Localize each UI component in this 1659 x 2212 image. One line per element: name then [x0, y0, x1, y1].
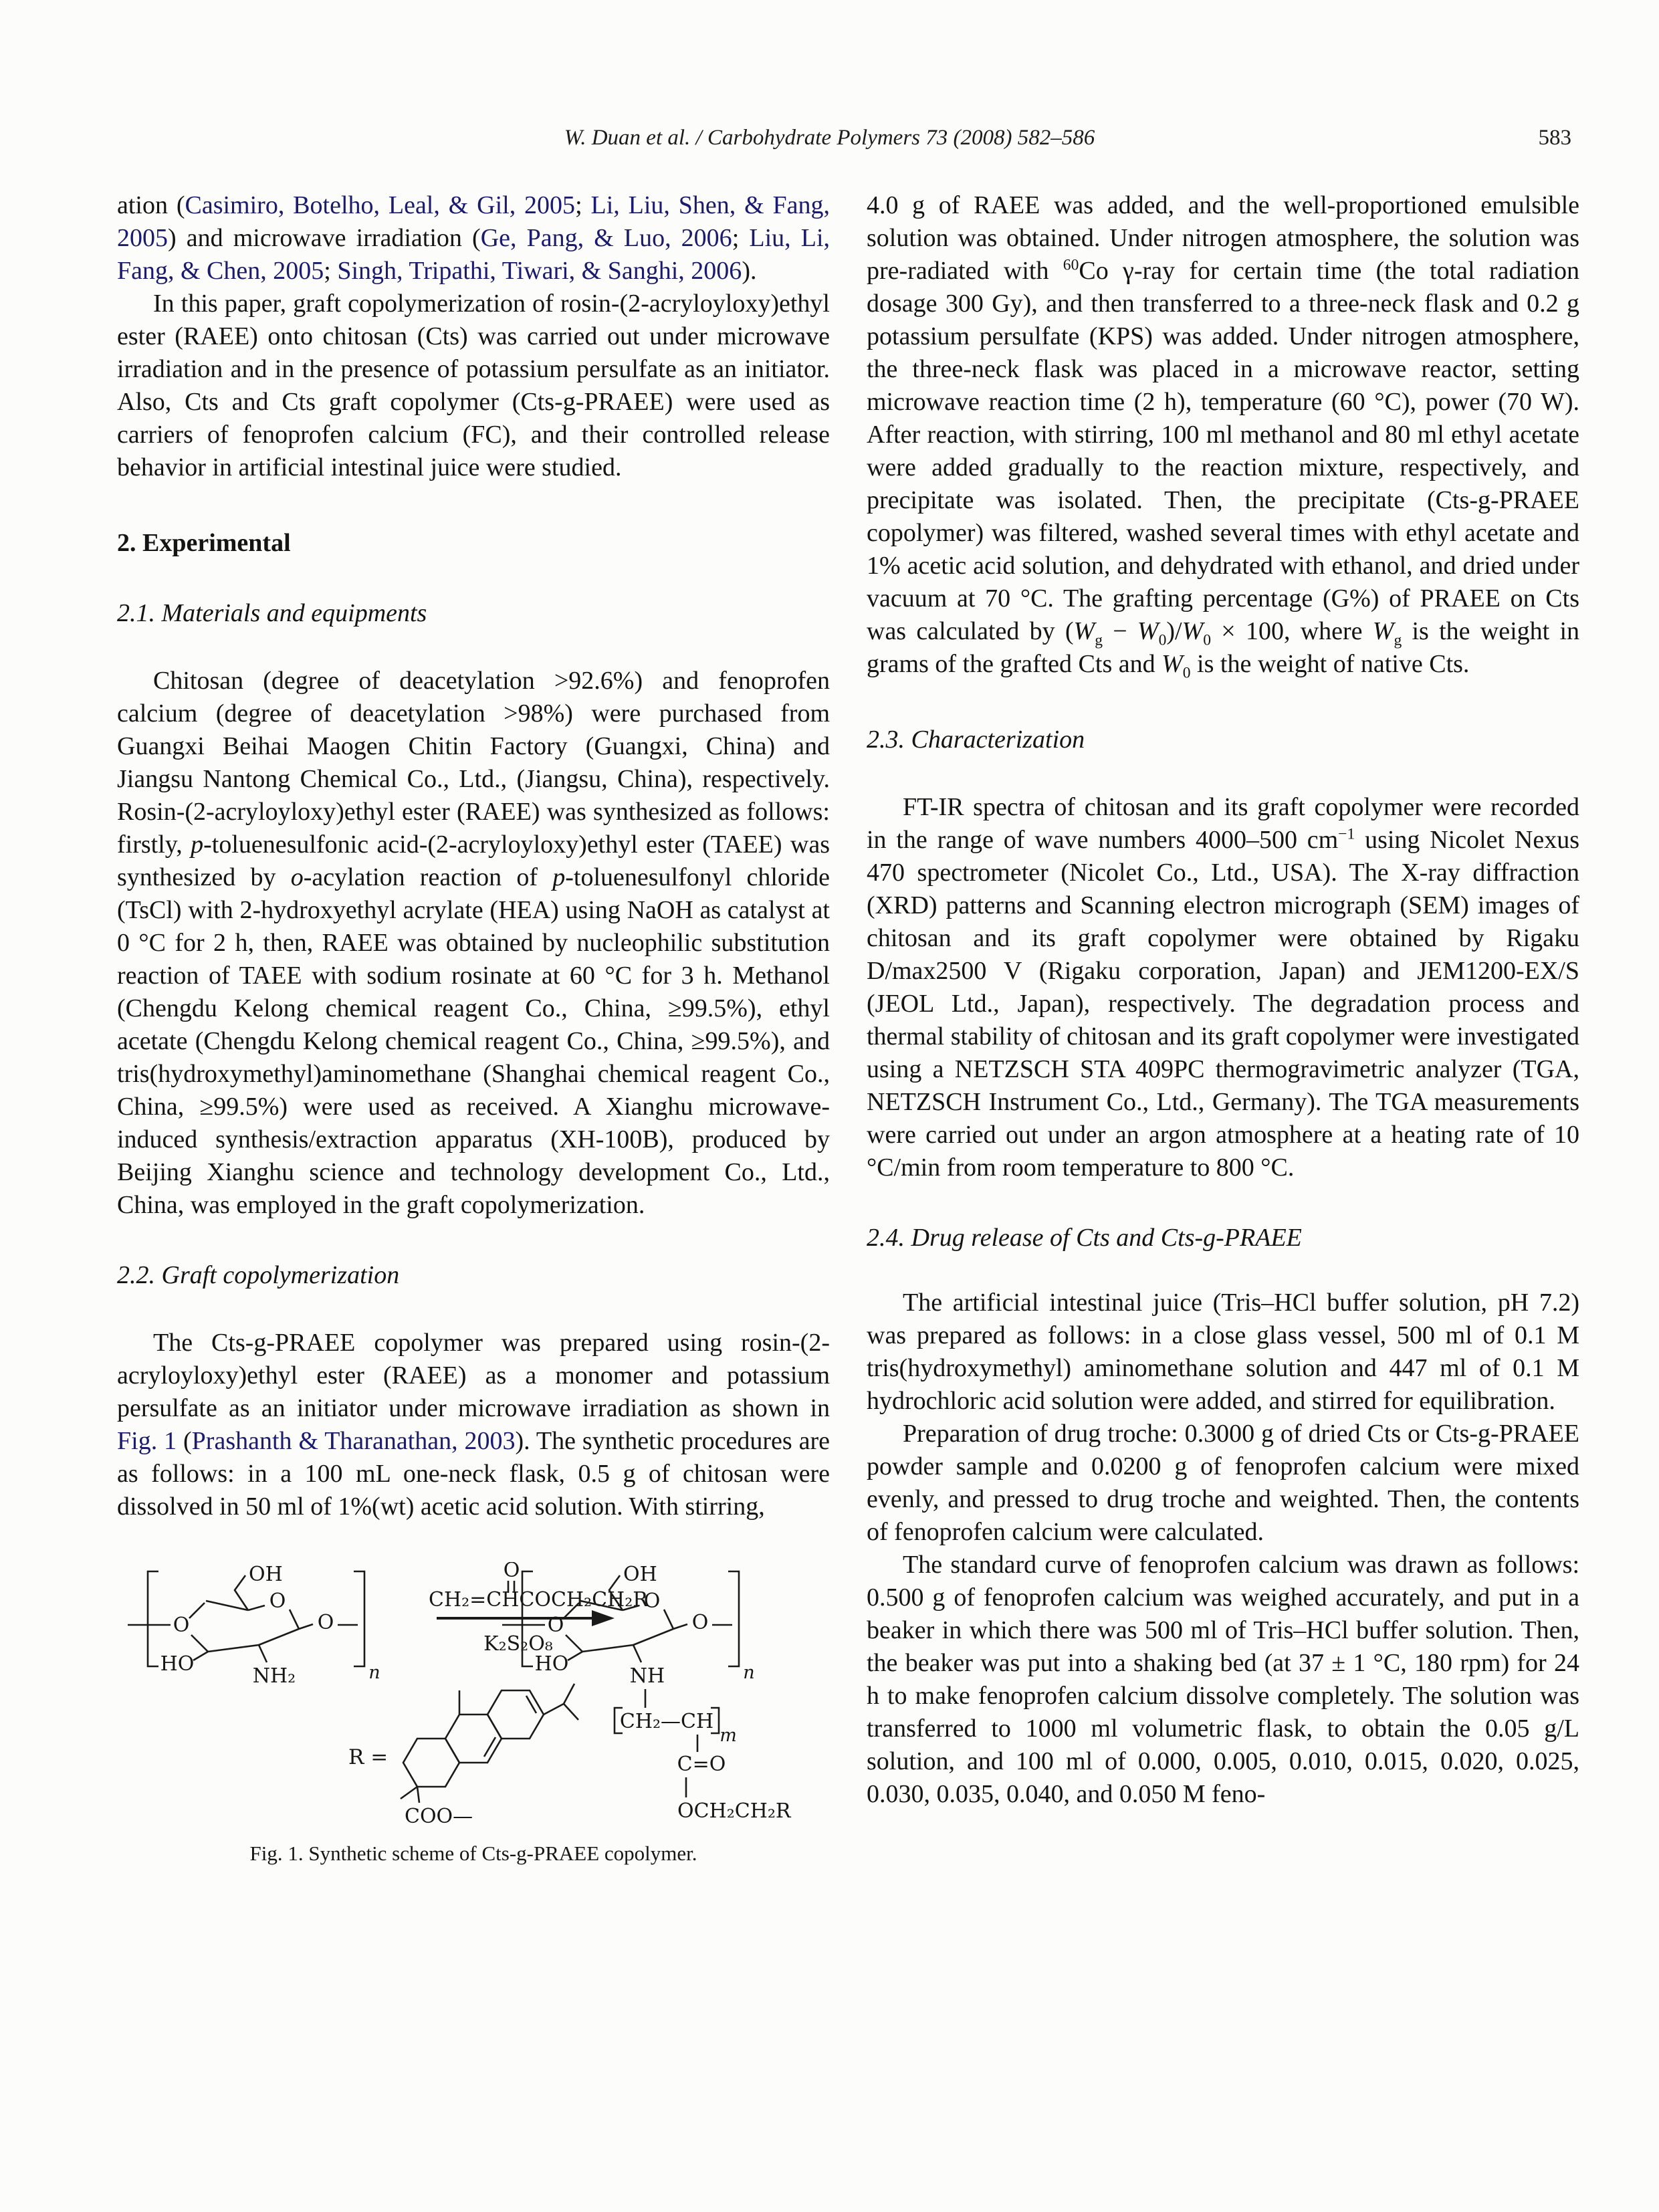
fig-label-ring-oxygen: O [269, 1589, 286, 1613]
text-segment: ). The synthetic procedures are as follows: in a 100 mL one-neck flask, 0.5 g of chitosan were dissolved in 50 ml of 1%(wt) acetic acid solution. With stirring, [117, 1427, 830, 1521]
fig-label-initiator-kps: K₂S₂O₈ [483, 1632, 553, 1656]
paragraph-intro [117, 288, 830, 484]
text-segment: -toluenesulfonic acid-(2-acryloyloxy)ethyl ester (TAEE) was synthesized by [117, 831, 830, 891]
text-segment: 60 [1063, 256, 1079, 274]
text-segment: p [191, 831, 204, 859]
text-segment: FT-IR spectra of chitosan and its graft copolymer were recorded in the range of wave numbers 4000–500 cm [867, 793, 1579, 854]
fig-label-monomer-formula: CH₂=CHCOCH₂CH₂R [429, 1588, 648, 1612]
fig-label-repeat-m: m [720, 1725, 737, 1746]
fig-label-nh2: NH₂ [252, 1664, 296, 1688]
citation-link[interactable]: Li, Liu, Shen, & Fang, 2005 [117, 191, 831, 252]
rosin-r-group-structure [401, 1684, 578, 1803]
running-head: W. Duan et al. / Carbohydrate Polymers 73 (2008) 582–586 [564, 126, 1095, 150]
text-segment: W [1162, 650, 1183, 678]
text-segment: The artificial intestinal juice (Tris–HCl buffer solution, pH 7.2) was prepared as follows: in a close glass vessel, 500 ml of 0.1 M tris(hydroxymethyl) aminomethane solution and 447 ml of 0.1 M hydrochloric acid solution were added, and stirred for equilibration. [867, 1289, 1579, 1415]
fig-label-coo: COO— [405, 1805, 473, 1828]
synthetic-scheme-image [117, 1562, 830, 1830]
text-segment: 0 [1158, 631, 1167, 649]
section-heading-experimental: 2. Experimental [117, 529, 291, 557]
fig-label-carbonyl-oxygen: O [503, 1562, 520, 1582]
text-segment: Co γ-ray for certain time (the total radiation dosage 300 Gy), and then transferred to a three-neck flask and 0.2 g potassium persulfate (KPS) was added. Under nitrogen atmosphere, the three-neck flask was placed in a microwave reactor, setting microwave reaction time (2 h), temperature (60 °C), power (70 W). After reaction, with stirring, 100 ml methanol and 80 ml ethyl acetate were added gradually to the reaction mixture, respectively, and precipitate was isolated. Then, the precipitate (Cts-g-PRAEE copolymer) was filtered, washed several times with ethyl acetate and 1% acetic acid solution, and dehydrated with ethanol, and dried under vacuum at 70 °C. The grafting percentage (G%) of PRAEE on Cts was calculated by ( [867, 257, 1579, 645]
paragraph-troche-preparation [867, 1418, 1579, 1549]
citation-link[interactable]: Singh, Tripathi, Tiwari, & Sanghi, 2006 [337, 257, 742, 285]
fig-label-ho: HO [160, 1652, 195, 1676]
text-segment: W [1372, 617, 1394, 645]
subsection-heading-graft-copolymerization: 2.2. Graft copolymerization [117, 1261, 400, 1289]
paragraph-materials [117, 665, 830, 1222]
fig-label-ester-group: OCH₂CH₂R [677, 1799, 791, 1823]
citation-link[interactable]: Casimiro, Botelho, Leal, & Gil, 2005 [185, 191, 576, 219]
text-segment: p [552, 863, 566, 891]
text-segment: 4.0 g of RAEE was added, and the well-proportioned emulsible solution was obtained. Under nitrogen atmosphere, the solution was pre-radiated with [867, 191, 1579, 285]
fig-label-r-equals: R = [348, 1745, 389, 1769]
fig-label-ring-oxygen: O [547, 1614, 564, 1637]
text-segment: − [1102, 617, 1137, 645]
subsection-heading-characterization: 2.3. Characterization [867, 726, 1085, 754]
citation-link[interactable]: Liu, Li, Fang, & Chen, 2005 [117, 224, 831, 285]
fig-label-carbonyl: C=O [677, 1753, 726, 1776]
fig-label-nh: NH [629, 1664, 665, 1688]
subsection-heading-drug-release: 2.4. Drug release of Cts and Cts-g-PRAEE [867, 1224, 1302, 1252]
text-segment: is the weight of native Cts. [1190, 650, 1470, 678]
text-segment: 0 [1203, 631, 1212, 649]
subsection-heading-materials: 2.1. Materials and equipments [117, 599, 427, 627]
text-segment: ; [575, 191, 591, 219]
fig-label-repeat-n: n [743, 1662, 755, 1683]
fig-label-graft-chain-unit: CH₂—CH [619, 1710, 714, 1733]
text-segment: ; [324, 257, 338, 285]
citation-link[interactable]: Fig. 1 [117, 1427, 177, 1455]
text-segment: Chitosan (degree of deacetylation >92.6%) and fenoprofen calcium (degree of deacetylation >98%) were purchased from Guangxi Beihai Maogen Chitin Factory (Guangxi, China) and Jiangsu Nantong Chemical Co., Ltd., (Jiangsu, China), respectively. Rosin-(2-acryloyloxy)ethyl ester (RAEE) was synthesized as follows: firstly, [117, 667, 830, 859]
figure-1 [117, 1562, 830, 1867]
figure-caption: Fig. 1. Synthetic scheme of Cts-g-PRAEE copolymer. [249, 1842, 697, 1865]
text-segment: ( [177, 1427, 192, 1455]
text-segment: o [290, 863, 304, 891]
text-segment: W [1073, 617, 1095, 645]
citation-link[interactable]: Prashanth & Tharanathan, 2003 [191, 1427, 516, 1455]
text-segment: W [1182, 617, 1204, 645]
text-segment: × 100, where [1211, 617, 1373, 645]
paragraph-standard-curve [867, 1549, 1579, 1811]
text-segment: )/ [1166, 617, 1182, 645]
text-segment: In this paper, graft copolymerization of rosin-(2-acryloyloxy)ethyl ester (RAEE) onto chitosan (Cts) was carried out under microwave irradiation and in the presence of potassium persulfate as an initiator. Also, Cts and Cts graft copolymer (Cts-g-PRAEE) were used as carriers of fenoprofen calcium (FC), and their controlled release behavior in artificial intestinal juice were studied. [117, 290, 830, 481]
fig-label-oh: OH [623, 1563, 657, 1586]
fig-label-link-oxygen: O [317, 1611, 334, 1634]
fig-label-ho: HO [534, 1652, 569, 1676]
fig-label-ring-oxygen: O [173, 1614, 190, 1637]
text-segment: ) and microwave irradiation ( [168, 224, 481, 252]
paragraph-continued-intro [117, 189, 830, 288]
paragraph-characterization [867, 791, 1579, 1184]
paragraph-buffer-preparation [867, 1287, 1579, 1418]
text-segment: The Cts-g-PRAEE copolymer was prepared using rosin-(2-acryloyloxy)ethyl ester (RAEE) as a monomer and potassium persulfate as an initiator under microwave irradiation as shown in [117, 1329, 830, 1422]
text-segment: is the weight in grams of the grafted Cts and [867, 617, 1579, 678]
paragraph-graft-copolymerization [117, 1327, 830, 1523]
text-segment: Preparation of drug troche: 0.3000 g of dried Cts or Cts-g-PRAEE powder sample and 0.0200 g of fenoprofen calcium were mixed evenly, and pressed to drug troche and weighted. Then, the contents of fenoprofen calcium were calculated. [867, 1420, 1579, 1546]
right-column [867, 189, 1579, 1811]
text-segment: −1 [1338, 825, 1355, 843]
left-column [117, 189, 830, 1867]
paragraph-graft-procedure-continued [867, 189, 1579, 681]
text-segment: -acylation reaction of [303, 863, 553, 891]
text-segment: The standard curve of fenoprofen calcium was drawn as follows: 0.500 g of fenoprofen calcium was weighed accurately, and put in a beaker in which there was 500 ml of Tris–HCl buffer solution. Then, the beaker was put into a shaking bed (at 37 ± 1 °C, 180 rpm) for 24 h to make fenoprofen calcium dissolve completely. The solution was transferred to 1000 ml volumetric flask, to obtain the 0.05 g/L solution, and 100 ml of 0.000, 0.005, 0.010, 0.015, 0.020, 0.025, 0.030, 0.035, 0.040, and 0.050 M feno- [867, 1551, 1579, 1808]
text-segment: ). [742, 257, 757, 285]
fig-label-ring-oxygen: O [643, 1589, 661, 1613]
fig-label-repeat-n: n [368, 1662, 380, 1683]
text-segment: g [1394, 631, 1402, 649]
page-number: 583 [1538, 126, 1571, 150]
text-segment: g [1095, 631, 1103, 649]
text-segment: -toluenesulfonyl chloride (TsCl) with 2-hydroxyethyl acrylate (HEA) using NaOH as catalyst at 0 °C for 2 h, then, RAEE was obtained by nucleophilic substitution reaction of TAEE with sodium rosinate at 60 °C for 3 h. Methanol (Chengdu Kelong chemical reagent Co., China, ≥99.5%), ethyl acetate (Chengdu Kelong chemical reagent Co., China, ≥99.5%), and tris(hydroxymethyl)aminomethane (Shanghai chemical reagent Co., China, ≥99.5%) were used as received. A Xianghu microwave-induced synthesis/extraction apparatus (XH-100B), produced by Beijing Xianghu science and technology development Co., Ltd., China, was employed in the graft copolymerization. [117, 863, 830, 1219]
text-segment: 0 [1182, 664, 1191, 682]
citation-link[interactable]: Ge, Pang, & Luo, 2006 [480, 224, 732, 252]
fig-label-oh: OH [249, 1563, 283, 1586]
text-segment: ation ( [117, 191, 185, 219]
fig-label-link-oxygen: O [691, 1611, 709, 1634]
text-segment: W [1137, 617, 1159, 645]
text-segment: using Nicolet Nexus 470 spectrometer (Nicolet Co., Ltd., USA). The X-ray diffraction (XRD) patterns and Scanning electron micrograph (SEM) images of chitosan and its graft copolymer were obtained by Rigaku D/max2500 V (Rigaku corporation, Japan) and JEM1200-EX/S (JEOL Ltd., Japan), respectively. The degradation process and thermal stability of chitosan and its graft copolymer were investigated using a NETZSCH STA 409PC thermogravimetric analyzer (TGA, NETZSCH Instrument Co., Ltd., Germany). The TGA measurements were carried out under an argon atmosphere at a heating rate of 10 °C/min from room temperature to 800 °C. [867, 826, 1579, 1182]
text-segment: ; [732, 224, 750, 252]
